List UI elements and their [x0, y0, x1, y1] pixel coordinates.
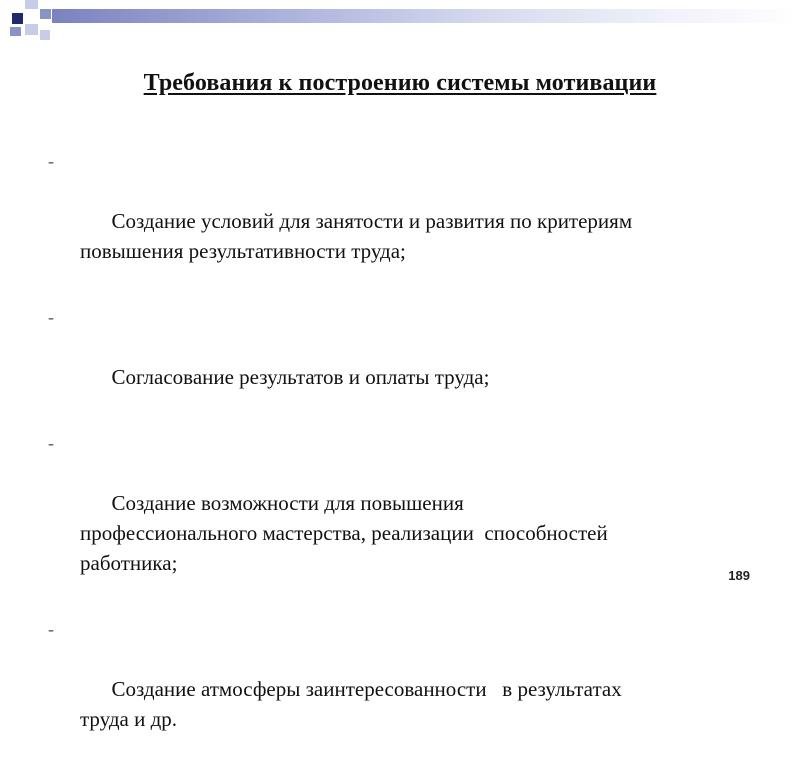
bullet-dash: - [48, 433, 54, 453]
bullet-dash: - [48, 151, 54, 171]
page-number: 189 [728, 568, 750, 583]
decorative-square [40, 30, 50, 40]
header-gradient-bar [52, 9, 800, 23]
decorative-square [10, 27, 21, 36]
bullet-text: Создание возможности для повышения профессионального мастерства, реализации способностей работника; [80, 491, 608, 575]
decorative-square [25, 0, 38, 9]
bullet-dash: - [48, 619, 54, 639]
bullet-text: Создание условий для занятости и развития по критериям повышения результативности труда; [80, 209, 633, 263]
slide-title: Требования к построению системы мотивации [143, 70, 657, 96]
list-item [48, 302, 768, 422]
decorative-square [40, 9, 51, 19]
bullet-text: Согласование результатов и оплаты труда; [111, 365, 490, 389]
decorative-square [25, 24, 38, 35]
bullet-dash: - [48, 307, 54, 327]
list-item [48, 428, 768, 608]
decorative-square [12, 13, 23, 24]
bullet-text: Создание атмосферы заинтересованности в результатах труда и др. [80, 677, 622, 731]
list-item [48, 614, 768, 764]
bullet-list [48, 146, 768, 770]
list-item [48, 146, 768, 296]
